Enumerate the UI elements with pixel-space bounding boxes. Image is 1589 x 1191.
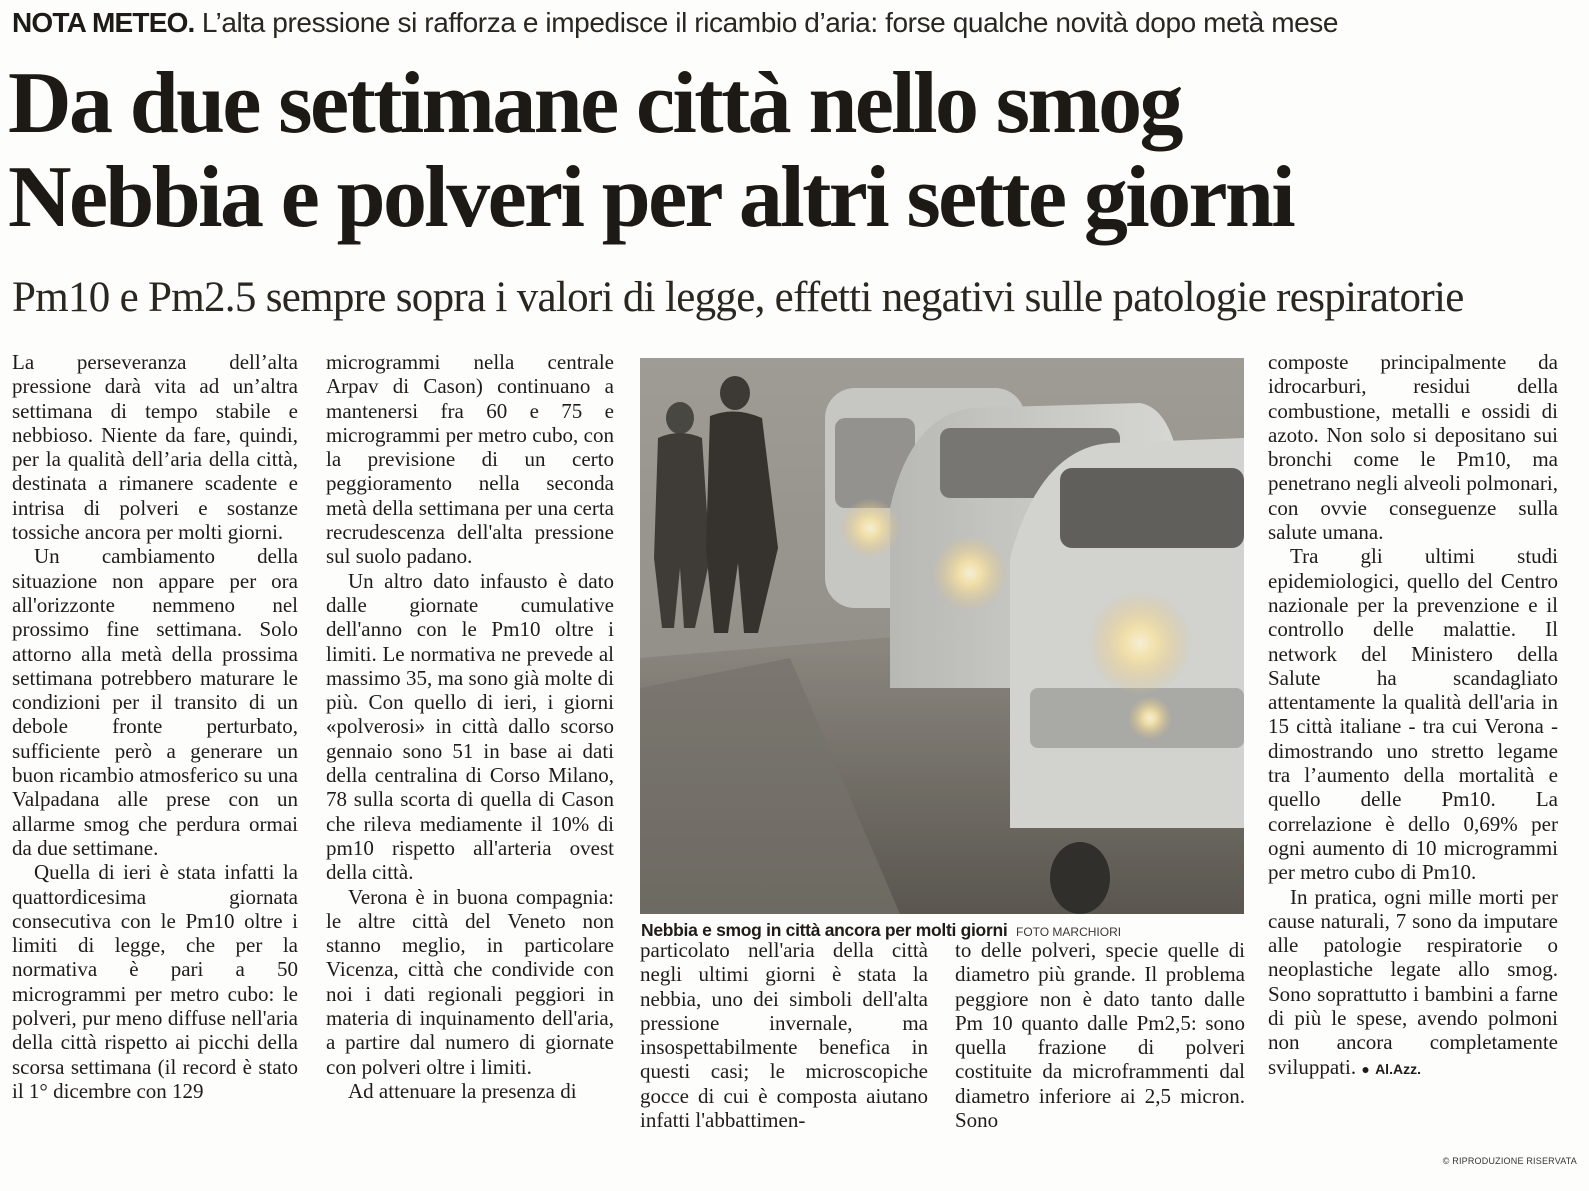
kicker-label: NOTA METEO. (12, 7, 195, 38)
paragraph: La perseveranza dell’alta pressione darà vita ad un’altra settimana di tempo stabile e nebbioso. Niente da fare, quindi, per la qualità dell’aria della città, destinata a rimanere scadente e intrisa di polveri e sostanze tossiche ancora per molti giorni. (12, 350, 298, 545)
paragraph-last (1268, 885, 1558, 1083)
article-column-3 (640, 938, 928, 1132)
copyright-notice: © RIPRODUZIONE RISERVATA (1442, 1156, 1577, 1166)
photo-credit: FOTO MARCHIORI (1015, 925, 1122, 939)
kicker-text: L’alta pressione si rafforza e impedisce il ricambio d’aria: forse qualche novità dopo metà mese (201, 7, 1339, 38)
author-signature: Al.Azz. (1375, 1060, 1421, 1077)
headline-line-2: Nebbia e polveri per altri sette giorni (8, 149, 1294, 246)
article-column-2 (326, 350, 614, 1103)
paragraph: composte principalmente da idrocarburi, residui della combustione, metalli e ossidi di azoto. Non solo si depositano sui bronchi come le Pm10, ma penetrano negli alveoli polmonari, con ovvie conseguenze sulla salute umana. (1268, 350, 1558, 545)
article-column-1 (12, 350, 298, 1103)
subheadline: Pm10 e Pm2.5 sempre sopra i valori di legge, effetti negativi sulle patologie respiratorie (12, 274, 1464, 321)
paragraph: Un altro dato infausto è dato dalle giornate cumulative dell'anno con le Pm10 oltre i limiti. Le normativa ne prevede al massimo 35, ma sono già molte di più. Con quello di ieri, i giorni «polverosi» in città dallo scorso gennaio sono 51 in base ai dati della centralina di Corso Milano, 78 sulla scorta di quella di Cason che rileva mediamente il 10% di pm10 rispetto all'arteria ovest della città. (326, 568, 614, 885)
paragraph: to delle polveri, specie quelle di diametro più grande. Il problema peggiore non è dato tanto dalle Pm 10 quanto dalle Pm2,5: sono quella frazione di polveri costituite da microframmenti dal diametro inferiore ai 2,5 micron. Sono (955, 938, 1245, 1133)
kicker (12, 4, 1582, 42)
paragraph: Tra gli ultimi studi epidemiologici, quello del Centro nazionale per la prevenzione e il controllo delle malattie. Il network del Ministero della Salute ha scandagliato attentamente la qualità dell'aria in 15 città italiane - tra cui Verona - dimostrando uno stretto legame tra l’aumento della mortalità e quello delle Pm10. La correlazione è dello 0,69% per ogni aumento di 10 microgrammi per metro cubo di Pm10. (1268, 544, 1558, 885)
bullet-icon: ● (1361, 1062, 1370, 1078)
paragraph: Ad attenuare la presenza di (348, 1078, 577, 1103)
headline-line-1: Da due settimane città nello smog (8, 55, 1181, 152)
photo-image (640, 358, 1244, 914)
paragraph: Quella di ieri è stata infatti la quattordicesima giornata consecutiva con le Pm10 oltre i limiti di legge, che per la normativa è pari a 50 microgrammi per metro cubo: le polveri, pur meno diffuse nell'aria della città rispetto ai picchi della scorsa settimana (il record è stato il 1° dicembre con 129 (12, 860, 298, 1103)
paragraph-text: In pratica, ogni mille morti per cause naturali, 7 sono da imputare alle patologie respiratorie o neoplastiche legate allo smog. Sono soprattutto i bambini a farne di più le spese, avendo polmoni non ancora completamente sviluppati. (1268, 884, 1558, 1079)
caption-text: Nebbia e smog in città ancora per molti giorni (641, 920, 1008, 940)
paragraph: particolato nell'aria della città negli ultimi giorni è stata la nebbia, uno dei simboli dell'alta pressione invernale, ma insospettabilmente benefica in questi casi; le microscopiche gocce di cui è composta aiutano infatti l'abbattimen- (640, 938, 928, 1133)
article-column-5 (1268, 350, 1558, 1083)
article-column-4 (955, 938, 1245, 1132)
paragraph: Un cambiamento della situazione non appare per ora all'orizzonte nemmeno nel prossimo fine settimana. Solo attorno alla metà della prossima settimana potrebbero maturare le condizioni per il transito di un debole fronte perturbato, sufficiente però a generare un buon ricambio atmosferico su una Valpadana alle prese con un allarme smog che perdura ormai da due settimane. (12, 544, 298, 860)
paragraph: microgrammi nella centrale Arpav di Cason) continuano a mantenersi fra 60 e 75 e microgrammi per metro cubo, con la previsione di un certo peggioramento nella seconda metà della settimana per una certa recrudescenza dell'alta pressione sul suolo padano. (326, 350, 614, 569)
paragraph: Verona è in buona compagnia: le altre città del Veneto non stanno meglio, in particolare Vicenza, città che condivide con noi i dati regionali peggiori in materia di inquinamento dell'aria, a partire dal numero di giornate con polveri oltre i limiti. (326, 884, 614, 1079)
photo-cars-in-fog (640, 358, 1244, 914)
